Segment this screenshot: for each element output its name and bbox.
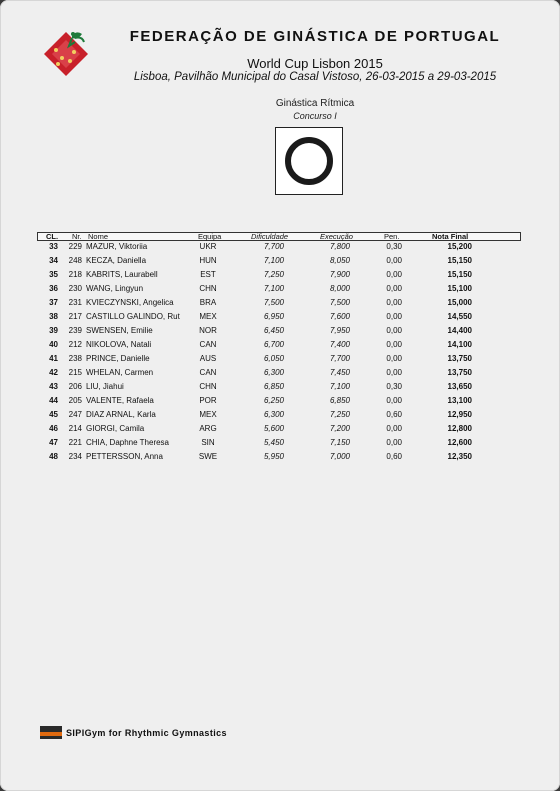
penalty-cell: 0,00 [386,424,402,433]
execution-cell: 8,050 [329,256,350,265]
difficulty-cell: 7,100 [263,256,284,265]
bib-cell: 206 [68,382,82,391]
nation-cell: CHN [199,382,217,391]
penalty-cell: 0,00 [386,396,402,405]
header-penalty: Pen. [384,232,400,241]
bib-cell: 229 [68,242,82,251]
final-score-cell: 15,150 [447,270,472,279]
bib-cell: 247 [68,410,82,419]
nation-cell: MEX [199,410,217,419]
name-cell: CASTILLO GALINDO, Rut [86,312,180,321]
nation-cell: BRA [199,298,217,307]
bib-cell: 231 [68,298,82,307]
penalty-cell: 0,00 [386,368,402,377]
execution-cell: 7,950 [329,326,350,335]
rank-cell: 45 [49,410,58,419]
difficulty-cell: 6,700 [263,340,284,349]
table-row [0,326,560,340]
final-score-cell: 12,950 [447,410,472,419]
penalty-cell: 0,00 [386,438,402,447]
execution-cell: 7,600 [329,312,350,321]
nation-cell: SIN [201,438,215,447]
header-nation: Equipa [198,232,222,241]
bib-cell: 205 [68,396,82,405]
execution-cell: 7,900 [329,270,350,279]
bib-cell: 212 [68,340,82,349]
name-cell: MAZUR, Viktoriia [86,242,148,251]
final-score-cell: 14,400 [447,326,472,335]
name-cell: KECZA, Daniella [86,256,147,265]
final-score-cell: 13,650 [447,382,472,391]
table-row [0,438,560,452]
apparatus-box [275,127,343,195]
execution-cell: 7,450 [329,368,350,377]
name-cell: WHELAN, Carmen [86,368,154,377]
penalty-cell: 0,00 [386,340,402,349]
execution-cell: 7,700 [329,354,350,363]
difficulty-cell: 7,700 [263,242,284,251]
name-cell: CHIA, Daphne Theresa [86,438,170,447]
penalty-cell: 0,00 [386,326,402,335]
final-score-cell: 15,100 [447,284,472,293]
difficulty-cell: 6,250 [263,396,284,405]
table-row [0,242,560,256]
contest-label: Concurso I [293,111,337,121]
nation-cell: NOR [199,326,217,335]
execution-cell: 7,100 [329,382,350,391]
penalty-cell: 0,00 [386,256,402,265]
execution-cell: 7,250 [329,410,350,419]
venue-dates: Lisboa, Pavilhão Municipal do Casal Vistoso, 26-03-2015 a 29-03-2015 [133,71,497,83]
header-final: Nota Final [432,232,469,241]
final-score-cell: 12,350 [447,452,472,461]
sipigym-logo-icon [40,726,62,739]
penalty-cell: 0,30 [386,382,402,391]
rank-cell: 44 [49,396,58,405]
difficulty-cell: 6,850 [263,382,284,391]
table-row [0,410,560,424]
bib-cell: 248 [68,256,82,265]
execution-cell: 7,000 [329,452,350,461]
final-score-cell: 12,800 [447,424,472,433]
name-cell: KABRITS, Laurabell [86,270,158,279]
name-cell: PETTERSSON, Anna [86,452,163,461]
rank-cell: 46 [49,424,58,433]
table-row [0,298,560,312]
bib-cell: 221 [68,438,82,447]
nation-cell: EST [200,270,216,279]
name-cell: WANG, Lingyun [86,284,144,293]
final-score-cell: 15,200 [447,242,472,251]
table-row [0,340,560,354]
execution-cell: 6,850 [329,396,350,405]
rank-cell: 34 [49,256,58,265]
final-score-cell: 13,750 [447,354,472,363]
name-cell: DIAZ ARNAL, Karla [86,410,156,419]
table-row [0,284,560,298]
rank-cell: 39 [49,326,58,335]
difficulty-cell: 5,600 [263,424,284,433]
penalty-cell: 0,00 [386,284,402,293]
nation-cell: HUN [199,256,217,265]
execution-cell: 8,000 [329,284,350,293]
penalty-cell: 0,00 [386,298,402,307]
nation-cell: CHN [199,284,217,293]
rank-cell: 47 [49,438,58,447]
footer-credit: SIPIGym for Rhythmic Gymnastics [66,728,227,738]
final-score-cell: 14,550 [447,312,472,321]
nation-cell: UKR [199,242,217,251]
table-row [0,354,560,368]
rank-cell: 37 [49,298,58,307]
name-cell: GIORGI, Camila [86,424,145,433]
rank-cell: 38 [49,312,58,321]
name-cell: KVIECZYNSKI, Angelica [86,298,174,307]
federation-logo [42,28,102,86]
header-name: Nome [88,232,109,241]
nation-cell: AUS [199,354,217,363]
nation-cell: CAN [199,340,217,349]
table-row [0,368,560,382]
penalty-cell: 0,30 [386,242,402,251]
table-row [0,452,560,466]
difficulty-cell: 6,300 [263,368,284,377]
nation-cell: CAN [199,368,217,377]
rank-cell: 42 [49,368,58,377]
header-rank: CL. [46,232,59,241]
header-difficulty: Dificuldade [251,232,289,241]
penalty-cell: 0,00 [386,270,402,279]
fgp-emblem-icon [42,28,102,86]
table-row [0,396,560,410]
bib-cell: 215 [68,368,82,377]
bib-cell: 238 [68,354,82,363]
difficulty-cell: 6,300 [263,410,284,419]
name-cell: SWENSEN, Emilie [86,326,153,335]
name-cell: NIKOLOVA, Natali [86,340,152,349]
event-title: World Cup Lisbon 2015 [247,56,383,71]
name-cell: LIU, Jiahui [86,382,124,391]
execution-cell: 7,800 [329,242,350,251]
difficulty-cell: 6,950 [263,312,284,321]
final-score-cell: 14,100 [447,340,472,349]
rank-cell: 41 [49,354,58,363]
execution-cell: 7,400 [329,340,350,349]
execution-cell: 7,200 [329,424,350,433]
difficulty-cell: 6,450 [263,326,284,335]
execution-cell: 7,150 [329,438,350,447]
nation-cell: POR [199,396,217,405]
final-score-cell: 15,150 [447,256,472,265]
penalty-cell: 0,60 [386,410,402,419]
penalty-cell: 0,60 [386,452,402,461]
ring-icon [276,128,342,194]
header-bib: Nr. [72,232,82,241]
federation-title: FEDERAÇÃO DE GINÁSTICA DE PORTUGAL [129,28,501,45]
name-cell: PRINCE, Danielle [86,354,150,363]
difficulty-cell: 5,950 [263,452,284,461]
name-cell: VALENTE, Rafaela [86,396,154,405]
execution-cell: 7,500 [329,298,350,307]
bib-cell: 218 [68,270,82,279]
penalty-cell: 0,00 [386,354,402,363]
final-score-cell: 13,100 [447,396,472,405]
rank-cell: 35 [49,270,58,279]
difficulty-cell: 7,250 [263,270,284,279]
table-row [0,270,560,284]
header-execution: Execução [320,232,353,241]
rank-cell: 36 [49,284,58,293]
bib-cell: 217 [68,312,82,321]
final-score-cell: 13,750 [447,368,472,377]
discipline-label: Ginástica Rítmica [275,98,355,109]
rank-cell: 40 [49,340,58,349]
difficulty-cell: 5,450 [263,438,284,447]
penalty-cell: 0,00 [386,312,402,321]
final-score-cell: 15,000 [447,298,472,307]
table-row [0,382,560,396]
bib-cell: 230 [68,284,82,293]
final-score-cell: 12,600 [447,438,472,447]
difficulty-cell: 6,050 [263,354,284,363]
difficulty-cell: 7,100 [263,284,284,293]
difficulty-cell: 7,500 [263,298,284,307]
table-row [0,256,560,270]
table-row [0,312,560,326]
rank-cell: 48 [49,452,58,461]
nation-cell: ARG [199,424,217,433]
nation-cell: SWE [198,452,218,461]
table-row [0,424,560,438]
nation-cell: MEX [199,312,217,321]
rank-cell: 33 [49,242,58,251]
bib-cell: 234 [68,452,82,461]
rank-cell: 43 [49,382,58,391]
bib-cell: 214 [68,424,82,433]
bib-cell: 239 [68,326,82,335]
